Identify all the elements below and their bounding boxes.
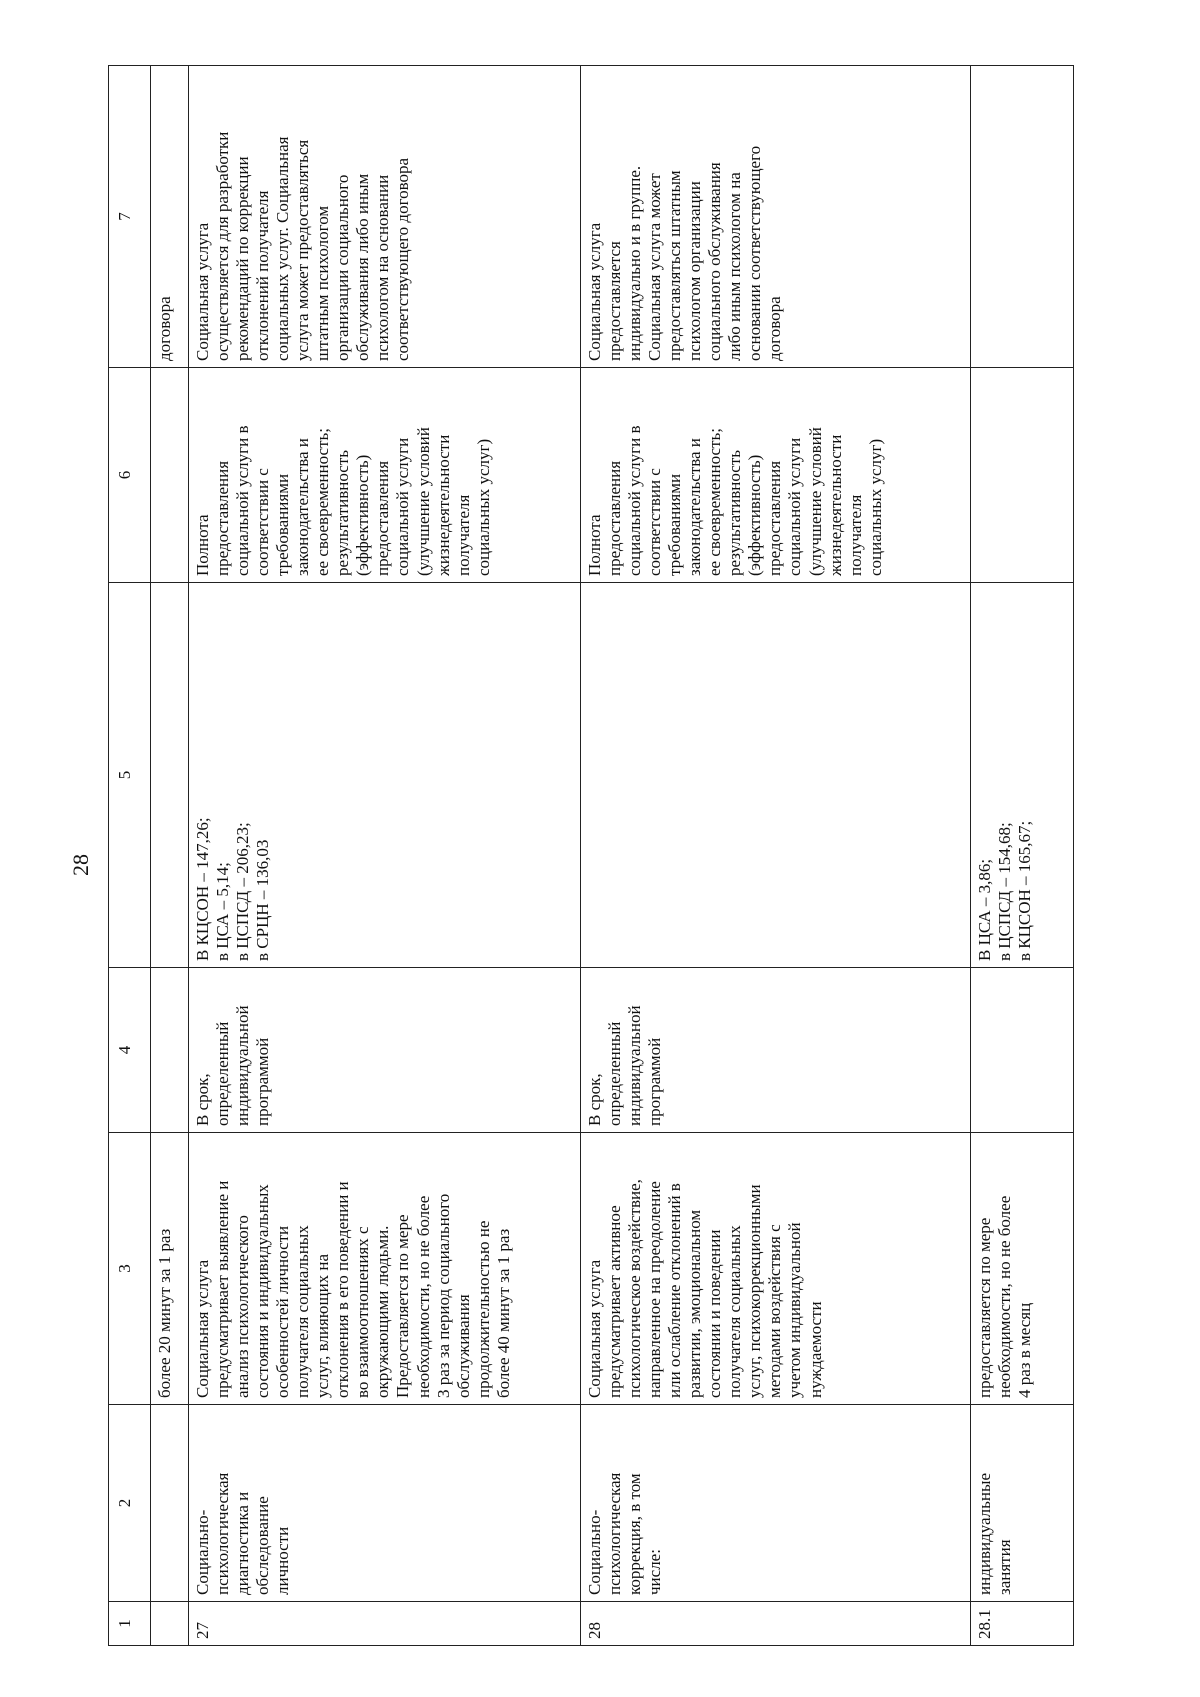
cell-term bbox=[151, 968, 189, 1133]
cell-quality: Полнота предоставления социальной услуги в соответствии с требованиями законодательства и ее своевременность; результативность (эффективность) предоставления социальной услуги (улучшение условий жизнедеятельности получателя социальных услуг) bbox=[189, 368, 581, 583]
cell-quality bbox=[971, 368, 1074, 583]
cell-description: Социальная услуга предусматривает активное психологическое воздействие, направленное на преодоление или ослабление отклонений в развитии, эмоциональном состоянии и поведении получателя социальных услуг, психокоррекционными методами воздействия с учетом индивидуальной нуждаемости bbox=[581, 1133, 971, 1405]
cell-description: более 20 минут за 1 раз bbox=[151, 1133, 189, 1405]
cell-tariff: В КЦСОН – 147,26; в ЦСА – 5,14; в ЦСПСД – 206,23; в СРЦН – 136,03 bbox=[189, 583, 581, 968]
cell-number bbox=[151, 1602, 189, 1646]
cell-conditions bbox=[971, 66, 1074, 368]
column-header: 6 bbox=[109, 368, 151, 583]
cell-description: Социальная услуга предусматривает выявление и анализ психологического состояния и индивидуальных особенностей личности получателя социальных услуг, влияющих на отклонения в его поведении и во взаимоотношениях с окружающими людьми. Предоставляется по мере необходимости, но не более 3 раз за период социального обслуживания продолжительностью не более 40 минут за 1 раз bbox=[189, 1133, 581, 1405]
cell-conditions: договора bbox=[151, 66, 189, 368]
table-row bbox=[971, 66, 1074, 1646]
column-header: 4 bbox=[109, 968, 151, 1133]
cell-tariff bbox=[151, 583, 189, 968]
cell-term bbox=[971, 968, 1074, 1133]
cell-conditions: Социальная услуга осуществляется для разработки рекомендаций по коррекции отклонений получателя социальных услуг. Социальная услуга может предоставляться штатным психологом организации социального обслуживания либо иным психологом на основании соответствующего договора bbox=[189, 66, 581, 368]
cell-description: предоставляется по мере необходимости, но не более 4 раз в месяц bbox=[971, 1133, 1074, 1405]
cell-quality bbox=[151, 368, 189, 583]
cell-number: 28 bbox=[581, 1602, 971, 1646]
table-row bbox=[581, 66, 971, 1646]
cell-service-name: индивидуальные занятия bbox=[971, 1405, 1074, 1602]
cell-service-name: Социально- психологическая диагностика и обследование личности bbox=[189, 1405, 581, 1602]
column-header: 7 bbox=[109, 66, 151, 368]
cell-service-name: Социально- психологическая коррекция, в том числе: bbox=[581, 1405, 971, 1602]
cell-number: 28.1 bbox=[971, 1602, 1074, 1646]
cell-tariff bbox=[581, 583, 971, 968]
column-header: 1 bbox=[109, 1602, 151, 1646]
cell-tariff: В ЦСА – 3,86; в ЦСПСД – 154,68; в КЦСОН – 165,67; bbox=[971, 583, 1074, 968]
column-header: 5 bbox=[109, 583, 151, 968]
document-sheet bbox=[108, 66, 1073, 1646]
cell-term: В срок, определенный индивидуальной программой bbox=[581, 968, 971, 1133]
cell-service-name bbox=[151, 1405, 189, 1602]
services-table bbox=[108, 65, 1074, 1646]
column-header: 2 bbox=[109, 1405, 151, 1602]
table-row bbox=[151, 66, 189, 1646]
cell-quality: Полнота предоставления социальной услуги в соответствии с требованиями законодательства и ее своевременность; результативность (эффективность) предоставления социальной услуги (улучшение условий жизнедеятельности получателя социальных услуг) bbox=[581, 368, 971, 583]
page-number: 28 bbox=[68, 854, 93, 876]
cell-term: В срок, определенный индивидуальной программой bbox=[189, 968, 581, 1133]
table-header-row bbox=[109, 66, 151, 1646]
cell-number: 27 bbox=[189, 1602, 581, 1646]
cell-conditions: Социальная услуга предоставляется индивидуально и в группе. Социальная услуга может предоставляться штатным психологом организации социального обслуживания либо иным психологом на основании соответствующего договора bbox=[581, 66, 971, 368]
table-row bbox=[189, 66, 581, 1646]
column-header: 3 bbox=[109, 1133, 151, 1405]
